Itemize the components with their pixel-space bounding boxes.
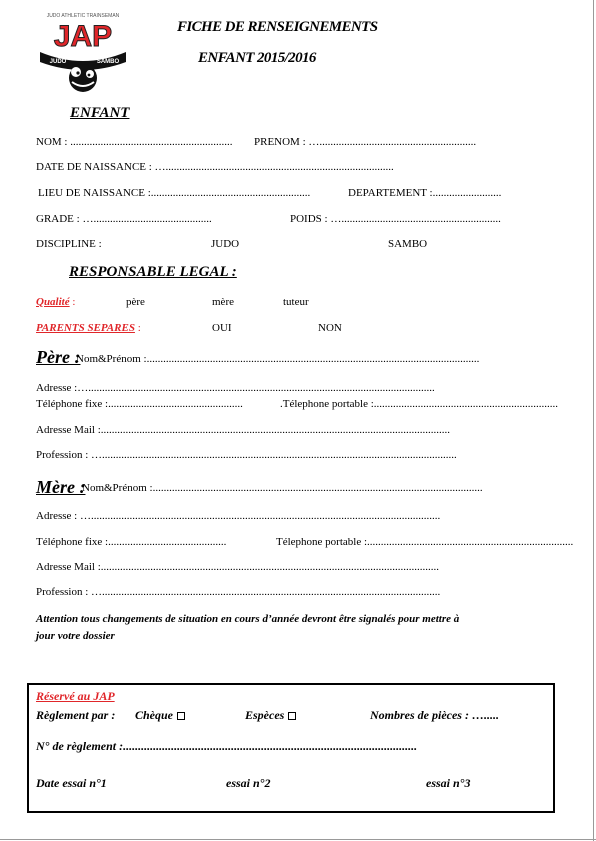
pere-mail-field[interactable]: Adresse Mail :............................................................................................................................... (36, 424, 451, 436)
parents-separes-label: PARENTS SEPARES (36, 322, 135, 334)
especes-label: Espèces (245, 708, 285, 722)
enfant-grade-field[interactable]: GRADE : …........................................... (36, 213, 212, 225)
qualite-row (36, 296, 75, 308)
enfant-poids-field[interactable]: POIDS : ….......................................................... (290, 213, 501, 225)
enfant-lieu-naissance-field[interactable]: LIEU DE NAISSANCE :.......................................................... (38, 187, 311, 199)
mere-tel-portable-field[interactable]: Télephone portable :........................................................................... (276, 536, 574, 548)
section-mere-heading: Mère : (36, 477, 86, 497)
mere-profession-field[interactable]: Profession : …........................................................................................................................... (36, 586, 441, 598)
logo-right-word: SAMBO (96, 59, 120, 65)
logo-letters: JAP (53, 20, 113, 53)
mere-nom-field[interactable]: Nom&Prénom :........................................................................................................................ (82, 482, 483, 494)
mere-mail-field[interactable]: Adresse Mail :........................................................................................................................... (36, 561, 440, 573)
cheque-label: Chèque (135, 708, 174, 722)
qualite-option-mere[interactable]: mère (212, 296, 234, 308)
discipline-option-judo[interactable]: JUDO (211, 238, 240, 250)
parents-separes-option-non[interactable]: NON (318, 322, 342, 334)
especes-checkbox[interactable] (288, 712, 296, 720)
form-title: FICHE DE RENSEIGNEMENTS (177, 19, 378, 35)
section-pere-heading: Père : (36, 347, 81, 367)
pere-tel-portable-field[interactable]: .Télephone portable :................................................................... (280, 398, 559, 410)
parents-separes-colon: : (134, 322, 141, 334)
reserve-jap-heading: Réservé au JAP (36, 689, 115, 703)
nombre-pieces-field[interactable]: Nombres de pièces : …..... (370, 708, 499, 722)
section-enfant-heading: ENFANT (70, 105, 130, 121)
numero-reglement-field[interactable]: N° de règlement :.................................................................................................. (36, 739, 418, 753)
reglement-label: Règlement par : (36, 708, 116, 722)
logo-club-name: JUDO ATHLETIC TRAINSEMAN (46, 13, 120, 19)
date-essai-1[interactable]: Date essai n°1 (36, 776, 107, 790)
pere-profession-field[interactable]: Profession : …................................................................................................................................. (36, 449, 457, 461)
mere-adresse-field[interactable]: Adresse : …............................................................................................................................... (36, 510, 441, 522)
form-subtitle: ENFANT 2015/2016 (198, 50, 316, 66)
date-essai-3[interactable]: essai n°3 (426, 776, 471, 790)
qualite-option-pere[interactable]: père (126, 296, 145, 308)
parents-separes-option-oui[interactable]: OUI (212, 322, 232, 334)
date-essai-2[interactable]: essai n°2 (226, 776, 271, 790)
attention-notice-line2: jour votre dossier (36, 630, 115, 642)
mere-tel-fixe-field[interactable]: Téléphone fixe :........................................... (36, 536, 227, 548)
pere-tel-fixe-field[interactable]: Téléphone fixe :................................................. (36, 398, 243, 410)
qualite-option-tuteur[interactable]: tuteur (283, 296, 309, 308)
enfant-discipline-label: DISCIPLINE : (36, 238, 102, 250)
qualite-colon: : (69, 296, 76, 308)
section-responsable-heading: RESPONSABLE LEGAL : (69, 264, 237, 280)
page-border (0, 839, 596, 840)
parents-separes-row (36, 322, 141, 334)
page-border (593, 0, 594, 841)
enfant-departement-field[interactable]: DEPARTEMENT :......................... (348, 187, 502, 199)
enfant-date-naissance-field[interactable]: DATE DE NAISSANCE : …................................................................................... (36, 161, 394, 173)
cheque-checkbox[interactable] (177, 712, 185, 720)
enfant-nom-field[interactable]: NOM : ........................................................... (36, 136, 233, 148)
discipline-option-sambo[interactable]: SAMBO (388, 238, 428, 250)
qualite-label: Qualité (36, 296, 70, 308)
attention-notice: Attention tous changements de situation en cours d’année devront être signalés pour mettre à (36, 613, 460, 625)
reglement-option-especes[interactable] (245, 708, 296, 723)
pere-adresse-field[interactable]: Adresse :….............................................................................................................................. (36, 382, 435, 394)
enfant-prenom-field[interactable]: PRENOM : …......................................................... (254, 136, 477, 148)
logo-left-word: JUDO (49, 59, 67, 65)
club-logo (34, 8, 132, 94)
reglement-option-cheque[interactable] (135, 708, 185, 723)
pere-nom-field[interactable]: Nom&Prénom :......................................................................................................................... (76, 353, 480, 365)
